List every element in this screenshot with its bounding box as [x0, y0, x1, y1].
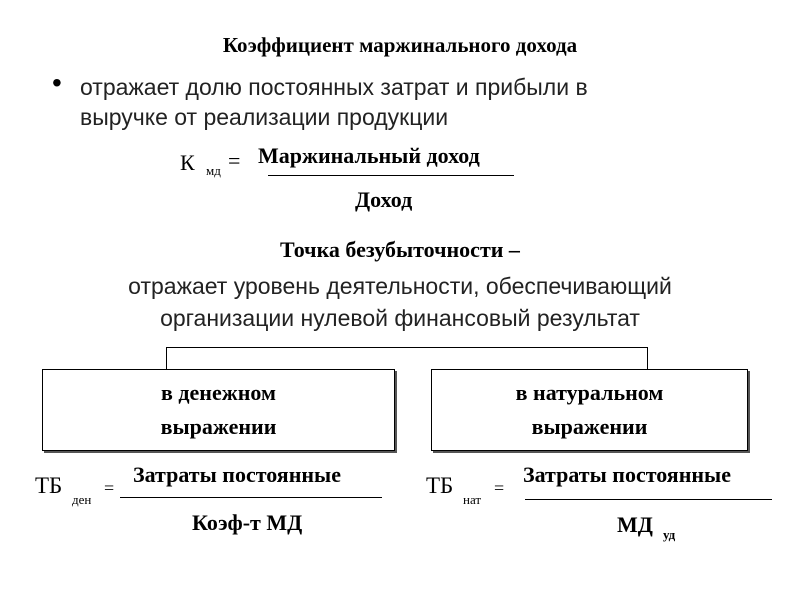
monetary-terms-box [42, 369, 395, 451]
formula-numerator: Затраты постоянные [523, 462, 732, 487]
formula-symbol: К [180, 150, 195, 175]
formula-denominator-subscript: уд [663, 527, 676, 542]
page-title: Коэффициент маржинального дохода [222, 33, 578, 57]
margin-ratio-description: отражает долю постоянных затрат и прибыли в выручке от реализации продукции [80, 74, 588, 130]
natural-terms-label: в натуральном выражении [515, 380, 664, 439]
connector-right [647, 347, 648, 370]
break-even-description: отражает уровень деятельности, обеспечивающий организации нулевой финансовый результат [128, 273, 672, 331]
formula-symbol: ТБ [426, 473, 454, 498]
fraction-line [525, 499, 772, 500]
break-even-title: Точка безубыточности – [280, 237, 520, 262]
formula-equals: = [228, 148, 241, 173]
formula-equals: = [494, 478, 505, 498]
natural-terms-box [431, 369, 748, 451]
formula-equals: = [104, 478, 115, 498]
fraction-line [268, 175, 514, 176]
connector-horizontal [166, 347, 648, 348]
formula-symbol: ТБ [35, 473, 63, 498]
formula-numerator: Маржинальный доход [258, 143, 480, 168]
formula-subscript: нат [463, 492, 482, 507]
fraction-line [120, 497, 382, 498]
bullet-marker: • [52, 67, 62, 98]
formula-denominator: Коэф-т МД [192, 510, 303, 535]
connector-left [166, 347, 167, 370]
formula-denominator: МД [617, 512, 653, 537]
formula-denominator: Доход [355, 187, 413, 212]
formula-subscript: мд [206, 163, 221, 178]
monetary-terms-label: в денежном выражении [160, 380, 277, 439]
formula-numerator: Затраты постоянные [133, 462, 342, 487]
formula-subscript: ден [72, 492, 92, 507]
